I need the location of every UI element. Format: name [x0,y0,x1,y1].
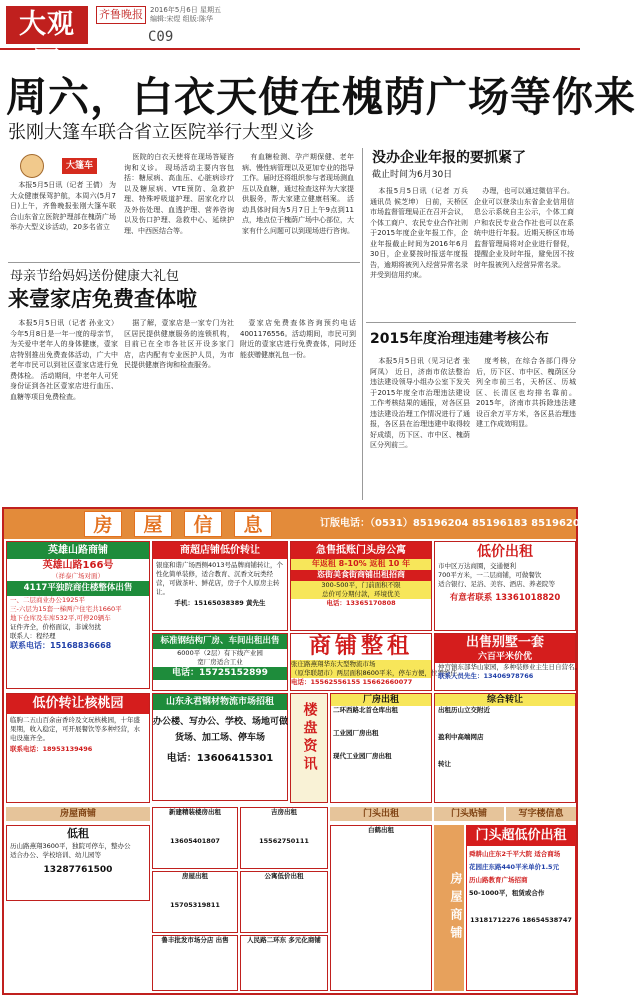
ad10-title: 楼盘资讯 [301,702,318,774]
illegal-building-headline: 2015年度治理违建考核公布 [370,331,549,347]
ad-bigright-line-2: 花园庄东路440平米单价1.5元 [469,863,560,871]
lead-column-3 [242,152,354,257]
ad-rent-title: 低租 [67,827,89,840]
ad3-line-1: 年返租 8-10% 返租 10 年 [291,559,431,570]
ad-mid7-title: 白鹤出租 [368,826,394,834]
strip-storefront: 门头贴铺 [434,807,504,821]
ad-bigright-line-3: 历山路教育广场招商 [469,876,528,884]
ad-bigright-line-1: 舜耕山庄东2千平大院 适合商场 [469,850,561,858]
ad3-title: 急售抵账门头房公寓 [291,542,431,559]
lead-col2-text: 医院的白衣天使将在现场答疑咨询和义诊。 现场活动主要内容包括：糖尿病、高血压、心脏病诊疗以及糖尿病、VTE预防、急救护理、特殊呼吸道护理、居家化疗以及外伤处理、血透护理、营养咨询以及伤口护理、急救中心、延续护理、中西医结合等。 [124,153,234,235]
ad-shop-sale [290,541,432,631]
ad1-phone: 联系电话：15168836668 [10,641,112,651]
ad8-phone: 联系电话：18953139496 [10,745,93,753]
ad3-line-3: 300-500平，门前面积不限 [291,581,431,590]
ad12-line-3: 转让 [438,760,451,769]
checkup-headline: 来壹家店免费查体啦 [8,287,197,311]
ad-yingxiongshan [6,541,150,689]
ad-storefront-cheap [466,825,576,991]
classifieds-section [2,507,587,995]
ad8-body: 临朐二五山百余亩香玲及文玩核桃园，十年盛果期，收入稳定，可开展餐饮等多种经营，水电设施齐全。 [10,716,140,742]
strip-storefront-rent: 门头出租 [330,807,432,821]
enterprise-col1-text: 本报5月5日讯（记者 万兵 通讯员 候芝坤） 日前，天桥区市场监督管理局正在召开会议，个体工商户、农民专业合作社则于2015年度企业年报工作，企业年报截止时间为2016年6月30日，企业要按时报送年度报告，逾期将被列入经营异常名录并受到信用约束。 [370,187,468,279]
checkup-col-2 [124,318,234,500]
checkup-col-1 [10,318,118,500]
ad-bigright-phone: 13181712276 18654538747 [470,916,572,924]
enterprise-report-headline: 没办企业年报的要抓紧了 [372,150,526,166]
ad6-line-1: 张庄路燕翔华东大型物流市场 [291,660,431,669]
ad11-title: 厂房出租 [331,694,431,706]
ad-mid1-title: 新建精装楼房出租 [169,808,221,816]
checkup-kicker: 母亲节给妈妈送份健康大礼包 [10,269,180,284]
ad-house-rent [152,871,238,933]
ad-new-building [152,807,238,869]
masthead [0,0,580,78]
ad-shop-transfer [152,541,288,631]
ad-mid4-title: 鲁丰批发市场分店 出售 [161,936,229,944]
paper-logo: 齐鲁晚报 [96,6,146,24]
enterprise-col2-text: 办理，也可以通过微信平台。企业可以登录山东省企业信用信息公示系统自主公示，个体工商户和农民专业合作社也可以在系统中进行年报。近期天桥区市场监督管理局将对企业进行督促，提醒企业及时年报，避免因不按时年报被列入经营异常名录。 [474,187,574,269]
ad8-title: 低价转让核桃园 [7,694,149,714]
ad-rent-line-1: 历山路燕翔3600平，独院可停车，整办公 [10,842,131,850]
header-char-3: 信 [184,511,222,537]
ad1-contact: 联系人：程经理 [10,632,56,641]
lead-headline: 周六，白衣天使在槐荫广场等你来 [6,73,636,121]
ad-apartment [240,871,328,933]
ad5-line-2: 宽厂房适合工业 [197,658,243,667]
issue-date: 2016年5月6日 星期五 [150,6,221,14]
logo-label: 大篷车 [62,158,97,174]
ad-bigright-title: 门头超低价出租 [467,826,575,846]
ad6-phone: 电话：15562556155 15662660077 [291,678,413,686]
classifieds-header [4,509,587,539]
ad1-line-3: 地下仓库及车库532平,可停20辆车 [10,614,111,623]
ad3-line-4: 总价可分期付款，环境优美 [291,590,431,599]
ad12-title: 综合转让 [435,694,575,706]
ad1-line-2: 三-六层为15套一梯两户住宅共1660平 [10,605,122,614]
ad9-line-1: 办公楼、写办公、学校、场地可做 [153,717,289,728]
housing-vertical-label: 房屋商铺 [434,825,464,991]
ad1-title: 英雄山路商铺 [7,542,149,559]
ad1-line-4: 证件齐全，价格面议，非诚勿扰 [10,623,101,632]
ad4-phone: 有意者联系 13361018820 [449,593,561,603]
column-divider [362,148,363,500]
enterprise-col-2 [474,186,574,316]
lead-column-1 [10,180,116,260]
ad-bigright-line-4: 50-1000平，租赁或合作 [469,889,545,897]
ad4-line-2: 700平方米，一二层商铺，可做餐饮 [438,571,542,579]
ad-general-transfer [434,693,576,803]
ad1-tag: （祥泰广场对面） [52,572,104,580]
ad11-line-1: 二环西路北首仓库出租 [333,706,398,715]
ad-factory-rent [330,693,432,803]
ad-steel-factory [152,633,288,691]
ad9-phone: 电话：13606415301 [166,753,274,765]
ad3-phone: 电话：13365170808 [326,598,396,607]
ad3-line-2: 恣街美食街商铺出租招商 [291,570,431,581]
ad-mid1-phone: 13605401807 [170,837,220,845]
ad-mid2-title: 房屋出租 [182,872,208,880]
illegal-col1-text: 本报5月5日讯（见习记者 张阿凤） 近日，济南市依法整治违法建设领导小组办公室下发关于2015年度全市治理违法建设工作考核结果的通报，对各区县违法建设治理工作情况进行了通报，各区县在治理违建中取得较好成绩，历下区、市中区、槐荫区分列前三。 [370,357,470,449]
cartoon-face-icon [20,154,44,178]
ad-auspicious-rent [240,807,328,869]
ad-lufeng-market [152,935,238,991]
enterprise-col-1 [370,186,468,316]
enterprise-report-subheadline: 截止时间为6月30日 [372,170,453,180]
ad7-line-1: 仲宫镇东部华山家园，多种装修业主生日自营名。 [438,663,581,672]
header-char-2: 屋 [134,511,172,537]
ad-booking-phone: 订版电话：（0531）85196204 85196183 85196205 [320,518,587,529]
ad1-line-1: 一、二层商业办公1925平 [10,596,86,605]
story-divider-right [366,322,576,323]
lead-subheadline: 张刚大篷车联合省立医院举行大型义诊 [8,122,314,143]
ad9-line-2: 货场、加工场、停车场 [174,733,265,744]
ad4-title: 低价出租 [477,544,533,560]
ad5-line-1: 6000平（2层）有下线产业园 [177,649,263,658]
strip-housing-shops: 房屋商铺 [6,807,150,821]
ad-cheap-rent [6,825,150,901]
ad5-phone: 电话：15725152899 [153,667,287,679]
header-char-4: 息 [234,511,272,537]
editors-line: 编辑:宋煜 组版:陈华 [150,15,213,23]
ad11-line-2: 工业园厂房出租 [333,729,379,738]
ad-renmin-road [240,935,328,991]
ad4-line-1: 市中区万达商圈，交通便利 [438,562,516,570]
ad2-body: 银座和谐广场西侧4013号品牌商铺转让，个性化简单装修，适合教育、沉香文玩类经营，可做茶叶、鲜花店，房子个人原房主转让。 [156,561,284,596]
ad-rent-phone: 13287761500 [43,865,113,875]
header-char-1: 房 [84,511,122,537]
lead-col1-text: 本报5月5日讯（记者 王倩） 为大众健康保驾护航，本周六(5月7日)上午，齐鲁晚报张刚大篷车联合山东省立医院护理部在槐荫广场举办大型义诊活动，20多名省立 [10,181,116,231]
dapengche-logo [20,152,110,180]
ad7-sub: 六百平米价优 [435,651,575,663]
ad7-phone: 联系人员先生：13406978766 [438,672,534,681]
ad2-phone: 手机：15165038389 黄先生 [174,599,266,607]
ad2-title: 商超店铺低价转让 [153,542,287,559]
ad-low-rent [434,541,576,631]
ad-villa-sale [434,633,581,691]
checkup-col-3 [240,318,356,500]
ad-mid3-title: 吉房出租 [271,808,297,816]
checkup-col3-text: 壹家店免费查体咨询预约电话4001176556。活动期间，市民可到附近的壹家店进行免费查体，同时还能获赠健康礼包一份。 [240,319,356,359]
section-brand: 大观园 [6,6,88,44]
ad12-line-2: 盈利中高端网店 [438,733,484,742]
ad6-title: 商铺整租 [308,634,413,659]
illegal-col2-text: 度考核，在综合各部门得分后，历下区、市中区、槐荫区分列全市前三名，天桥区、历城区、长清区也均排名靠前。2015年，济南市共拆除违法建设百余万平方米，各区县治理违建工作成效明显。 [476,357,576,428]
page-number: C09 [148,29,174,45]
checkup-col1-text: 本报5月5日讯（记者 孙业文） 今年5月8日是一年一度的母亲节，为关爱中老年人的身体健康，壹家店特别推出免费查体活动，广大中老年市民可以到社区壹家店进行免费体检。 活动期间，中老年人可凭身份证到各社区壹家店进行血压、血糖等项目免费检查。 [10,319,118,401]
ad-mid5-title: 人民路二环东 多元化商铺 [247,936,321,944]
ad-walnut-garden [6,693,150,803]
ad7-title: 出售别墅一套 [435,634,575,651]
strip-office: 写字楼信息 [506,807,576,821]
ad1-headline: 4117平独院商住楼整体出售 [7,581,149,596]
ad5-title: 标准钢结构厂房、车间出租出售 [153,634,287,649]
story-divider [8,262,360,263]
ad11-line-3: 现代工业园厂房出租 [333,752,392,761]
ad-property-info [290,693,328,803]
ad6-line-2: （原华联超市）两层面积8600平米，停车方便，位置绝佳。 [291,669,464,677]
lead-column-2 [124,152,234,257]
ad-baihe-rent [330,825,432,991]
illegal-col-1 [370,356,470,502]
ad-mid6-title: 公寓低价出租 [264,872,304,880]
lead-col3-text: 有血糖检测、孕产期保健、老年病、慢性病管理以及更加专业的指导工作。届时还将组织参与者现场测血压以及血糖，通过检查这样为大家提供服务，帮大家建立健康档案。 活动具体时间为5月7日上午9点到11点，地点位于槐荫广场中心部位，大家有什么问题可以到现场进行咨询。 [242,153,354,235]
ad-mid2-phone: 15705319811 [170,901,220,909]
checkup-col2-text: 据了解，壹家店是一家专门为社区居民提供健康服务的连锁机构，目前已在全市各社区开设多家门店，店内配有专业医护人员，为市民提供健康咨询和检查服务。 [124,319,234,369]
ad-steel-market [152,693,288,801]
ad-mid3-phone: 15562750111 [259,837,309,845]
ad9-title: 山东永君钢材物流市场招租 [153,694,287,710]
illegal-col-2 [476,356,576,502]
ad12-line-1: 出租历山立交附近 [438,706,490,715]
ad-rent-line-2: 适合办公、学校培训、幼儿园等 [10,851,101,859]
ad4-line-3: 适合银行、足浴、美容、酒店、养老院等 [438,580,555,588]
ad1-address: 英雄山路166号 [42,560,114,571]
ad-shop-lease [290,633,464,691]
